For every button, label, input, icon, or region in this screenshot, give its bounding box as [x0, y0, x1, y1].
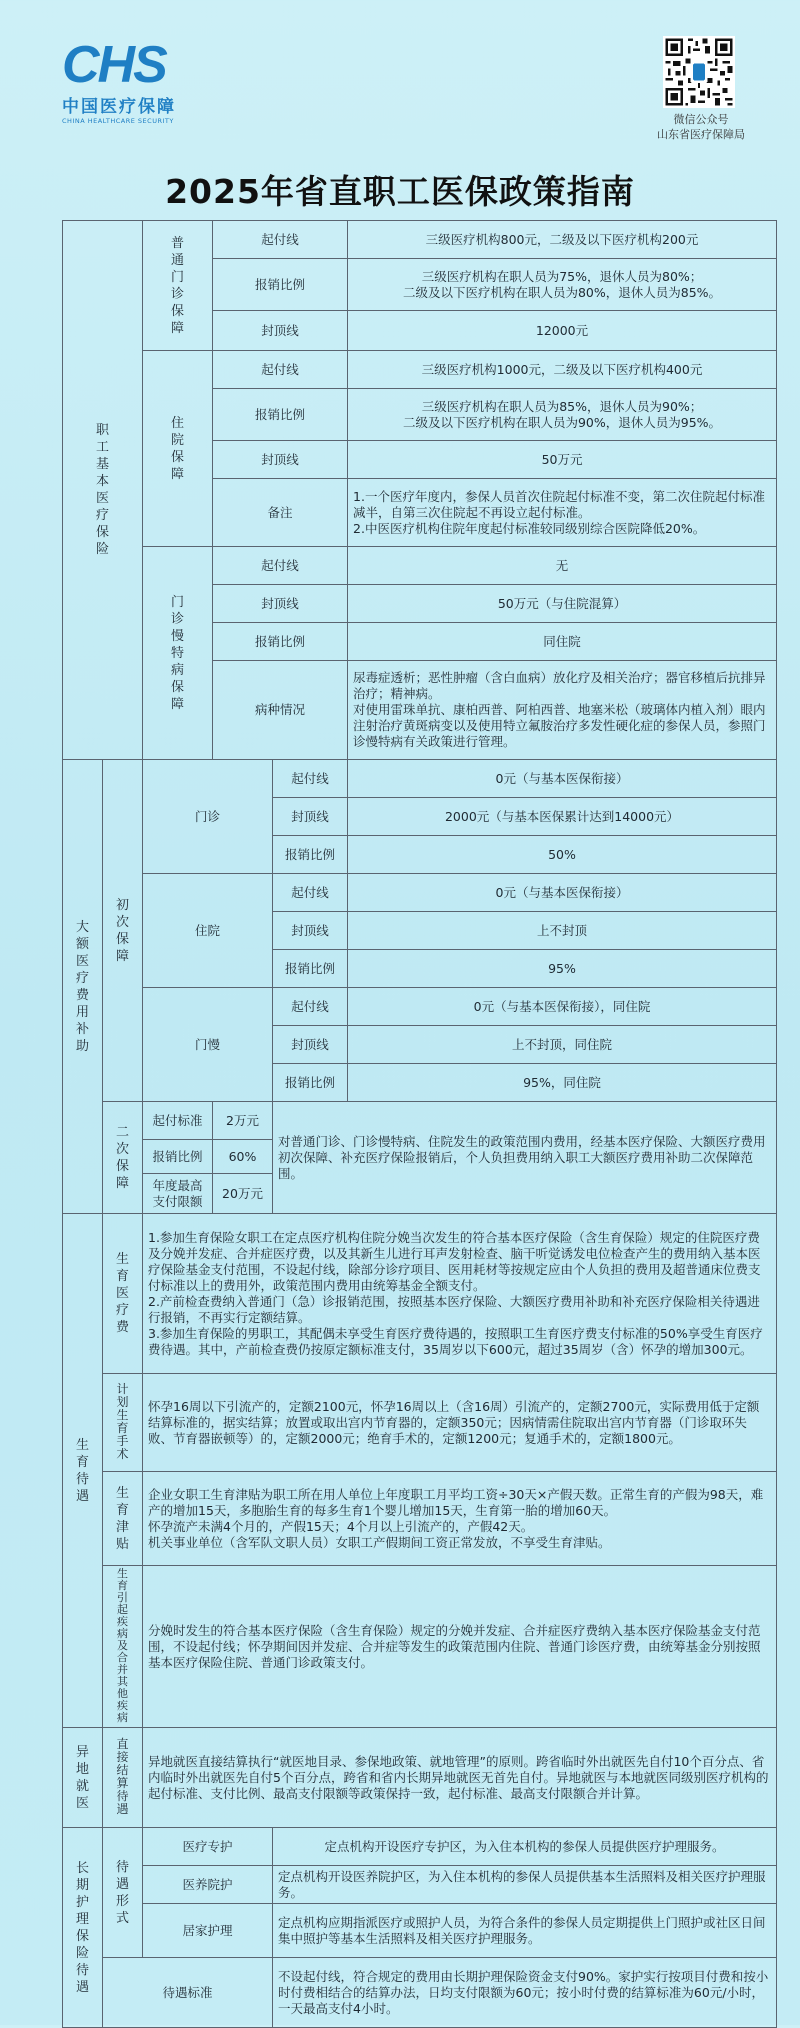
inpatient-header: 住院保障	[143, 351, 213, 547]
inpatient-threshold-label: 起付线	[213, 351, 348, 389]
logo-chinese-name: 中国医疗保障	[62, 97, 176, 117]
remote-medical-header: 异地就医	[63, 1728, 103, 1828]
inpatient-ratio-line-2: 二级及以下医疗机构在职人员为90%，退休人员为95%。	[402, 414, 722, 430]
remote-medical-sub: 直接结算待遇	[103, 1728, 143, 1828]
first-inpatient-ratio-value: 95%	[348, 950, 777, 988]
logo-mark: CHS	[62, 36, 166, 94]
ltc-form-value-3: 定点机构应期指派医疗或照护人员，为符合条件的参保人员定期提供上门照护或社区日间集中照护等基本生活照料及相关医疗护理服务。	[273, 1904, 777, 1958]
qr-caption-line-1: 微信公众号	[673, 113, 729, 126]
second-ratio-value: 60%	[213, 1140, 273, 1174]
ltc-form-label-3: 居家护理	[143, 1904, 273, 1958]
chronic-threshold-value: 无	[348, 547, 777, 585]
ltc-standard-value: 不设起付线，符合规定的费用由长期护理保险资金支付90%。家护实行按项目付费和按小时付费相结合的结算办法，日均支付限额为60元；按小时付费的结算标准为60元/小时，一天最高支付4小时。	[273, 1958, 777, 2028]
first-coverage-header: 初次保障	[103, 760, 143, 1102]
inpatient-note-1: 1.一个医疗年度内，参保人员首次住院起付标准不变，第二次住院起付标准减半，自第三次住院起不再设立起付标准。	[353, 488, 765, 520]
ltc-form-value-2: 定点机构开设医养院护区，为入住本机构的参保人员提供基本生活照料及相关医疗护理服务。	[273, 1866, 777, 1904]
chronic-cap-label: 封顶线	[213, 585, 348, 623]
major-medical-header: 大额医疗费用补助	[63, 760, 103, 1214]
qr-caption-line-2: 山东省医疗保障局	[657, 128, 745, 141]
maternity-allowance-label: 生育津贴	[103, 1472, 143, 1566]
chronic-threshold-label: 起付线	[213, 547, 348, 585]
first-outpatient-ratio-label: 报销比例	[273, 836, 348, 874]
ltc-form-label-1: 医疗专护	[143, 1828, 273, 1866]
first-chronic-ratio-value: 95%，同住院	[348, 1064, 777, 1102]
maternity-allowance-value	[143, 1472, 777, 1566]
second-threshold-label: 起付标准	[143, 1102, 213, 1140]
first-outpatient-threshold-label: 起付线	[273, 760, 348, 798]
chronic-ratio-value: 同住院	[348, 623, 777, 661]
first-inpatient-cap-label: 封顶线	[273, 912, 348, 950]
logo-english-name: CHINA HEALTHCARE SECURITY	[62, 117, 174, 125]
chronic-disease-2: 对使用雷珠单抗、康柏西普、阿柏西普、地塞米松（玻璃体内植入剂）眼内注射治疗黄斑病变以及使用特立氟胺治疗多发性硬化症的参保人员，参照门诊慢特病有关政策进行管理。	[353, 702, 766, 749]
first-inpatient-cap-value: 上不封顶	[348, 912, 777, 950]
maternity-complication-value: 分娩时发生的符合基本医疗保险（含生育保险）规定的分娩并发症、合并症医疗费纳入基本医疗保险基金支付范围，不设起付线；怀孕期间因并发症、合并症等发生的政策范围内住院、普通门诊医疗费，由统筹基金分别按照基本医疗保险住院、普通门诊政策支付。	[143, 1566, 777, 1728]
maternity-medical-p1: 1.参加生育保险女职工在定点医疗机构住院分娩当次发生的符合基本医疗保险（含生育保险）规定的住院医疗费及分娩并发症、合并症医疗费，以及其新生儿进行耳声发射检查、脑干听觉诱发电位检查产生的费用纳入基本医疗保险基金支付范围，不设起付线，除部分诊疗项目、医用耗材等按规定应由个人负担的费用及超普通床位费支付标准以上的费用外，政策范围内费用由统筹基金全额支付。	[148, 1229, 761, 1293]
first-inpatient-ratio-label: 报销比例	[273, 950, 348, 988]
first-inpatient-label: 住院	[143, 874, 273, 988]
second-coverage-header: 二次保障	[103, 1102, 143, 1214]
first-chronic-cap-value: 上不封顶，同住院	[348, 1026, 777, 1064]
page-title: 2025年省直职工医保政策指南	[165, 172, 635, 211]
first-outpatient-cap-label: 封顶线	[273, 798, 348, 836]
maternity-medical-p3: 3.参加生育保险的男职工，其配偶未享受生育医疗费待遇的，按照职工生育医疗费支付标准的50%享受生育医疗费待遇。其中，产前检查费仍按原定额标准支付，35周岁以下600元，超过35周岁（含）怀孕的增加300元。	[148, 1325, 763, 1357]
maternity-medical-p2: 2.产前检查费纳入普通门（急）诊报销范围，按照基本医疗保险、大额医疗费用补助和补充医疗保险相关待遇进行报销，不再实行定额结算。	[148, 1293, 760, 1325]
remote-medical-value: 异地就医直接结算执行“就医地目录、参保地政策、就地管理”的原则。跨省临时外出就医先自付10个百分点、省内临时外出就医先自付5个百分点，跨省和省内长期异地就医无首先自付。异地就医与本地就医同级别医疗机构的起付标准、支付比例、最高支付限额等政策保持一致，起付标准、最高支付限额合并计算。	[143, 1728, 777, 1828]
outpatient-ratio-label: 报销比例	[213, 259, 348, 311]
ltc-forms-label: 待遇形式	[103, 1828, 143, 1958]
qr-caption	[636, 112, 766, 142]
chs-logo	[62, 36, 202, 125]
outpatient-cap-label: 封顶线	[213, 311, 348, 351]
first-chronic-label: 门慢	[143, 988, 273, 1102]
maternity-complication-label: 生育引起疾病及合并其他疾病	[103, 1566, 143, 1728]
first-chronic-cap-label: 封顶线	[273, 1026, 348, 1064]
inpatient-threshold-value: 三级医疗机构1000元，二级及以下医疗机构400元	[348, 351, 777, 389]
maternity-header: 生育待遇	[63, 1214, 103, 1728]
outpatient-ratio-value	[348, 259, 777, 311]
family-planning-value: 怀孕16周以下引流产的，定额2100元，怀孕16周以上（含16周）引流产的，定额2700元，实际费用低于定额结算标准的，据实结算；放置或取出宫内节育器的，定额350元；因病情需住院取出宫内节育器（门诊取环失败、节育器嵌顿等）的，定额2000元；绝育手术的，定额1200元；复通手术的，定额1800元。	[143, 1374, 777, 1472]
inpatient-note-label: 备注	[213, 479, 348, 547]
inpatient-ratio-label: 报销比例	[213, 389, 348, 441]
inpatient-note-value	[348, 479, 777, 547]
second-threshold-value: 2万元	[213, 1102, 273, 1140]
maternity-medical-value	[143, 1214, 777, 1374]
first-outpatient-label: 门诊	[143, 760, 273, 874]
maternity-allowance-p3: 机关事业单位（含军队文职人员）女职工产假期间工资正常发放，不享受生育津贴。	[148, 1534, 611, 1550]
second-cap-label: 年度最高支付限额	[143, 1174, 213, 1214]
inpatient-ratio-value	[348, 389, 777, 441]
second-cap-value: 20万元	[213, 1174, 273, 1214]
chronic-ratio-label: 报销比例	[213, 623, 348, 661]
outpatient-threshold-label: 起付线	[213, 221, 348, 259]
inpatient-note-2: 2.中医医疗机构住院年度起付标准较同级别综合医院降低20%。	[353, 520, 706, 536]
outpatient-threshold-value: 三级医疗机构800元，二级及以下医疗机构200元	[348, 221, 777, 259]
family-planning-label: 计划生育手术	[103, 1374, 143, 1472]
maternity-allowance-p1: 企业女职工生育津贴为职工所在用人单位上年度职工月平均工资÷30天×产假天数。正常生育的产假为98天，难产的增加15天，多胞胎生育的每多生育1个婴儿增加15天，生育第一胎的增加60天。	[148, 1486, 764, 1518]
first-chronic-threshold-value: 0元（与基本医保衔接），同住院	[348, 988, 777, 1026]
basic-insurance-header: 职工基本医疗保险	[63, 221, 143, 760]
chronic-disease-value	[348, 661, 777, 760]
chronic-header: 门诊慢特病保障	[143, 547, 213, 760]
outpatient-ratio-line-2: 二级及以下医疗机构在职人员为80%，退休人员为85%。	[402, 284, 722, 300]
second-coverage-description: 对普通门诊、门诊慢特病、住院发生的政策范围内费用，经基本医疗保险、大额医疗费用初次保障、补充医疗保险报销后，个人负担费用纳入职工大额医疗费用补助二次保障范围。	[273, 1102, 777, 1214]
second-ratio-label: 报销比例	[143, 1140, 213, 1174]
outpatient-ratio-line-1: 三级医疗机构在职人员为75%，退休人员为80%；	[421, 268, 703, 284]
inpatient-cap-value: 50万元	[348, 441, 777, 479]
ltc-standard-label: 待遇标准	[103, 1958, 273, 2028]
ltc-form-label-2: 医养院护	[143, 1866, 273, 1904]
inpatient-ratio-line-1: 三级医疗机构在职人员为85%，退休人员为90%；	[421, 398, 703, 414]
first-outpatient-threshold-value: 0元（与基本医保衔接）	[348, 760, 777, 798]
first-chronic-threshold-label: 起付线	[273, 988, 348, 1026]
first-outpatient-ratio-value: 50%	[348, 836, 777, 874]
ltc-header: 长期护理保险待遇	[63, 1828, 103, 2028]
chronic-cap-value: 50万元（与住院混算）	[348, 585, 777, 623]
outpatient-header: 普通门诊保障	[143, 221, 213, 351]
policy-table	[62, 220, 777, 2028]
maternity-medical-label: 生育医疗费	[103, 1214, 143, 1374]
first-inpatient-threshold-label: 起付线	[273, 874, 348, 912]
maternity-allowance-p2: 怀孕流产未满4个月的，产假15天；4个月以上引流产的，产假42天。	[148, 1518, 534, 1534]
first-outpatient-cap-value: 2000元（与基本医保累计达到14000元）	[348, 798, 777, 836]
qr-code-icon	[663, 36, 735, 108]
outpatient-cap-value: 12000元	[348, 311, 777, 351]
ltc-form-value-1: 定点机构开设医疗专护区，为入住本机构的参保人员提供医疗护理服务。	[273, 1828, 777, 1866]
first-chronic-ratio-label: 报销比例	[273, 1064, 348, 1102]
chronic-disease-label: 病种情况	[213, 661, 348, 760]
inpatient-cap-label: 封顶线	[213, 441, 348, 479]
chronic-disease-1: 尿毒症透析；恶性肿瘤（含白血病）放化疗及相关治疗；器官移植后抗排异治疗；精神病。	[353, 670, 766, 701]
first-inpatient-threshold-value: 0元（与基本医保衔接）	[348, 874, 777, 912]
